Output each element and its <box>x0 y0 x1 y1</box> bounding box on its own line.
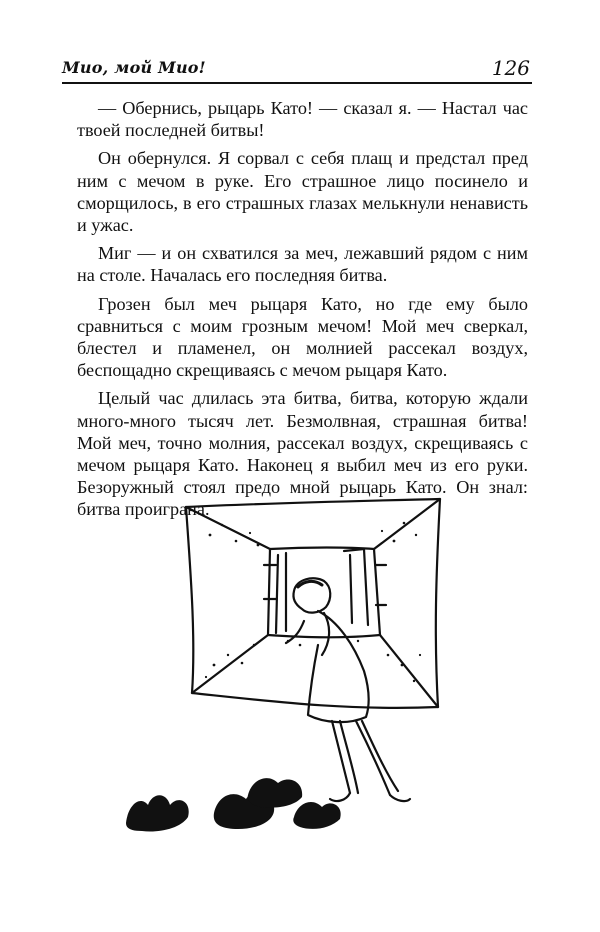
paragraph: Он обернулся. Я сорвал с себя плащ и предстал пред ним с мечом в руке. Его страшное лицо посинело и сморщилось, в его страшных глазах мелькнули ненависть и ужас. <box>77 148 528 236</box>
boy-head <box>293 578 330 612</box>
body-text <box>77 97 528 527</box>
header-rule <box>62 82 532 84</box>
illustration-boy-at-window <box>118 495 478 855</box>
bushes <box>126 778 341 831</box>
paragraph: Грозен был меч рыцаря Като, но где ему было сравниться с моим грозным мечом! Мой меч сверкал, блестел и пламенел, он молнией рассекал воздух, беспощадно скрещиваясь с мечом рыцаря Като. <box>77 293 528 381</box>
page-number: 126 <box>491 56 530 80</box>
page-header <box>62 56 532 86</box>
paragraph: — Обернись, рыцарь Като! — сказал я. — Настал час твоей последней битвы! <box>77 98 528 141</box>
paragraph: Целый час длилась эта битва, битва, которую ждали много-много тысяч лет. Безмолвная, страшная битва! Мой меч, точно молния, рассекал воздух, скрещиваясь с мечом рыцаря Като. Наконец я выбил меч из его руки. Безоружный стоял предо мной рыцарь Като. Он знал: битва проиграна. <box>77 388 528 520</box>
paragraph: Миг — и он схватился за меч, лежавший рядом с ним на столе. Началась его последняя битва. <box>77 243 528 286</box>
running-title: Мио, мой Мио! <box>62 58 206 77</box>
